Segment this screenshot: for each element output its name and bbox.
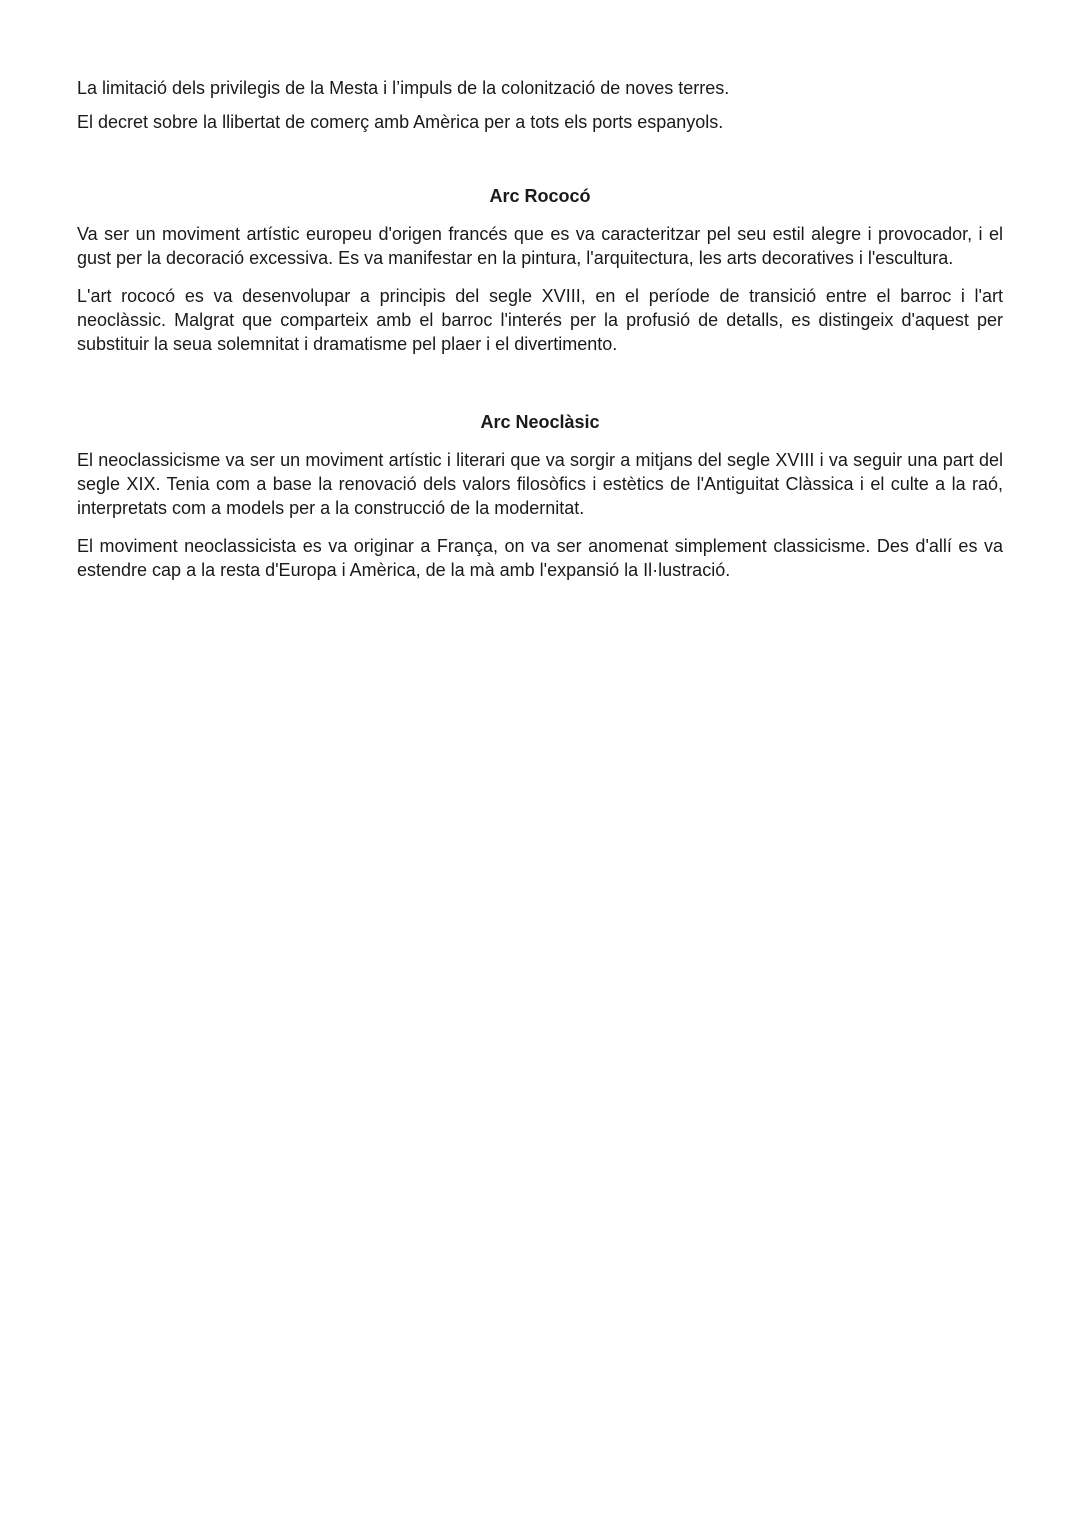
intro-line-comerc: El decret sobre la llibertat de comerç amb Amèrica per a tots els ports espanyols. <box>77 112 724 132</box>
document-page <box>77 76 1003 582</box>
section-rococo <box>77 184 1003 356</box>
paragraph-neoclassic-1: El neoclassicisme va ser un moviment artístic i literari que va sorgir a mitjans del segle XVIII i va seguir una part del segle XIX. Tenia com a base la renovació dels valors filosòfics i estètics de l'Antiguitat Clàssica i el culte a la raó, interpretats com a models per a la construcció de la modernitat. <box>77 450 1003 518</box>
intro-line-mesta: La limitació dels privilegis de la Mesta i l’impuls de la colonització de noves terres. <box>77 78 730 98</box>
section-heading-neoclassic: Arc Neoclàsic <box>480 412 600 432</box>
section-neoclassic <box>77 410 1003 582</box>
paragraph-rococo-2: L'art rococó es va desenvolupar a principis del segle XVIII, en el període de transició entre el barroc i l'art neoclàssic. Malgrat que comparteix amb el barroc l'interés per la profusió de detalls, es distingeix d'aquest per substituir la seua solemnitat i dramatisme pel plaer i el divertimento. <box>77 286 1003 354</box>
paragraph-rococo-1: Va ser un moviment artístic europeu d'origen francés que es va caracteritzar pel seu estil alegre i provocador, i el gust per la decoració excessiva. Es va manifestar en la pintura, l'arquitectura, les arts decoratives i l'escultura. <box>77 224 1003 268</box>
paragraph-neoclassic-2: El moviment neoclassicista es va originar a França, on va ser anomenat simplement classicisme. Des d'allí es va estendre cap a la resta d'Europa i Amèrica, de la mà amb l'expansió la Il·lustració. <box>77 536 1003 580</box>
section-heading-rococo: Arc Rococó <box>489 186 591 206</box>
